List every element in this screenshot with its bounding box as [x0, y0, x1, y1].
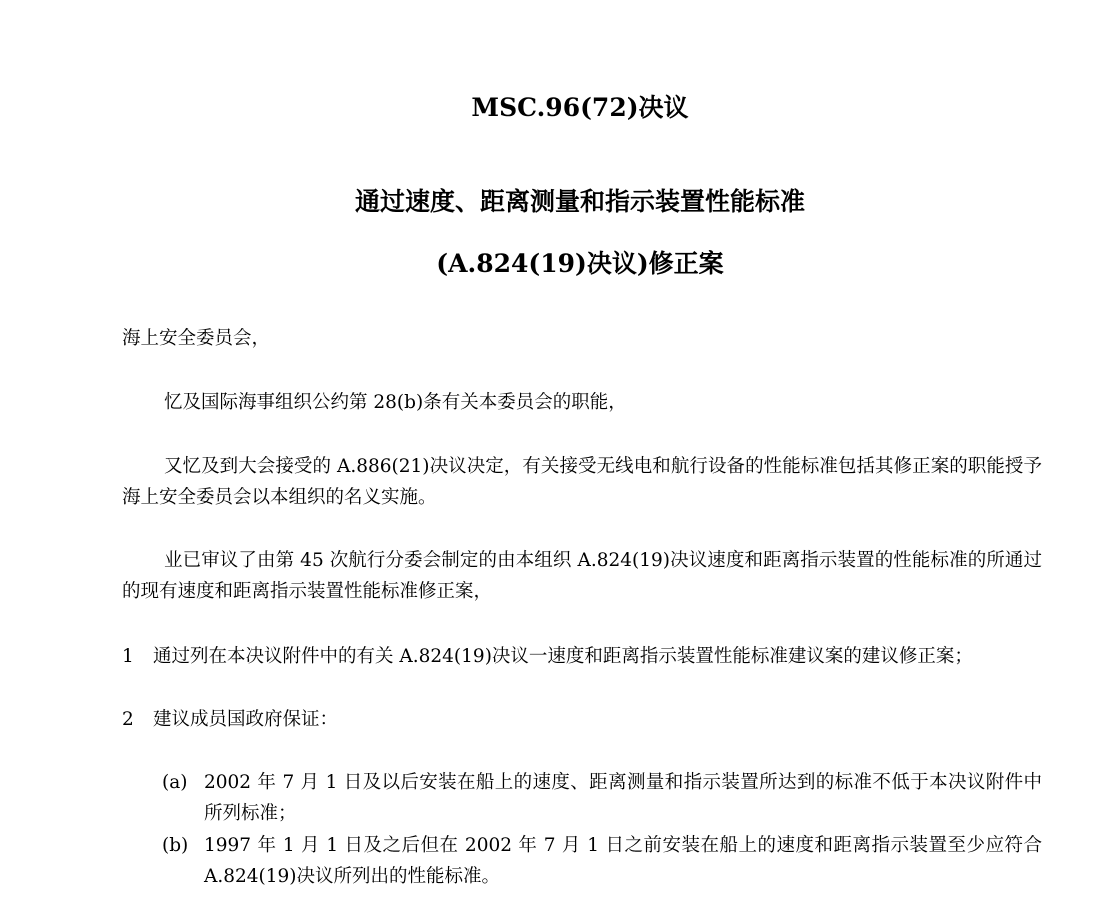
sub-item [162, 830, 1042, 892]
addressee-line: 海上安全委员会， [122, 328, 271, 349]
sub-item-text: 2002 年 7 月 1 日及以后安装在船上的速度、距离测量和指示装置所达到的标准不低于本决议附件中所列标准； [204, 772, 1042, 824]
numbered-item [122, 704, 1042, 735]
item-number: 1 [122, 646, 134, 667]
item-text: 通过列在本决议附件中的有关 A.824(19)决议一速度和距离指示装置性能标准建议案的建议修正案； [153, 646, 973, 667]
preamble-paragraph: 又忆及到大会接受的 A.886(21)决议决定，有关接受无线电和航行设备的性能标准包括其修正案的职能授予海上安全委员会以本组织的名义实施。 [122, 456, 1042, 508]
amended-resolution-title: (A.824(19)决议)修正案 [436, 249, 724, 278]
sub-item-text: 1997 年 1 月 1 日及之后但在 2002 年 7 月 1 日之前安装在船上的速度和距离指示装置至少应符合 A.824(19)决议所列出的性能标准。 [204, 835, 1042, 887]
resolution-number-title: MSC.96(72)决议 [471, 93, 689, 122]
numbered-item [122, 641, 1042, 672]
item-text: 建议成员国政府保证： [153, 709, 339, 730]
item-number: 2 [122, 709, 134, 730]
resolution-subject-title: 通过速度、距离测量和指示装置性能标准 [354, 187, 805, 216]
preamble-paragraph: 忆及国际海事组织公约第 28(b)条有关本委员会的职能， [164, 392, 627, 413]
sub-item-label: (b) [162, 835, 189, 856]
preamble-paragraph: 业已审议了由第 45 次航行分委会制定的由本组织 A.824(19)决议速度和距离指示装置的性能标准的所通过的现有速度和距离指示装置性能标准修正案， [122, 550, 1042, 602]
sub-item-label: (a) [162, 772, 188, 793]
sub-item [162, 767, 1042, 829]
